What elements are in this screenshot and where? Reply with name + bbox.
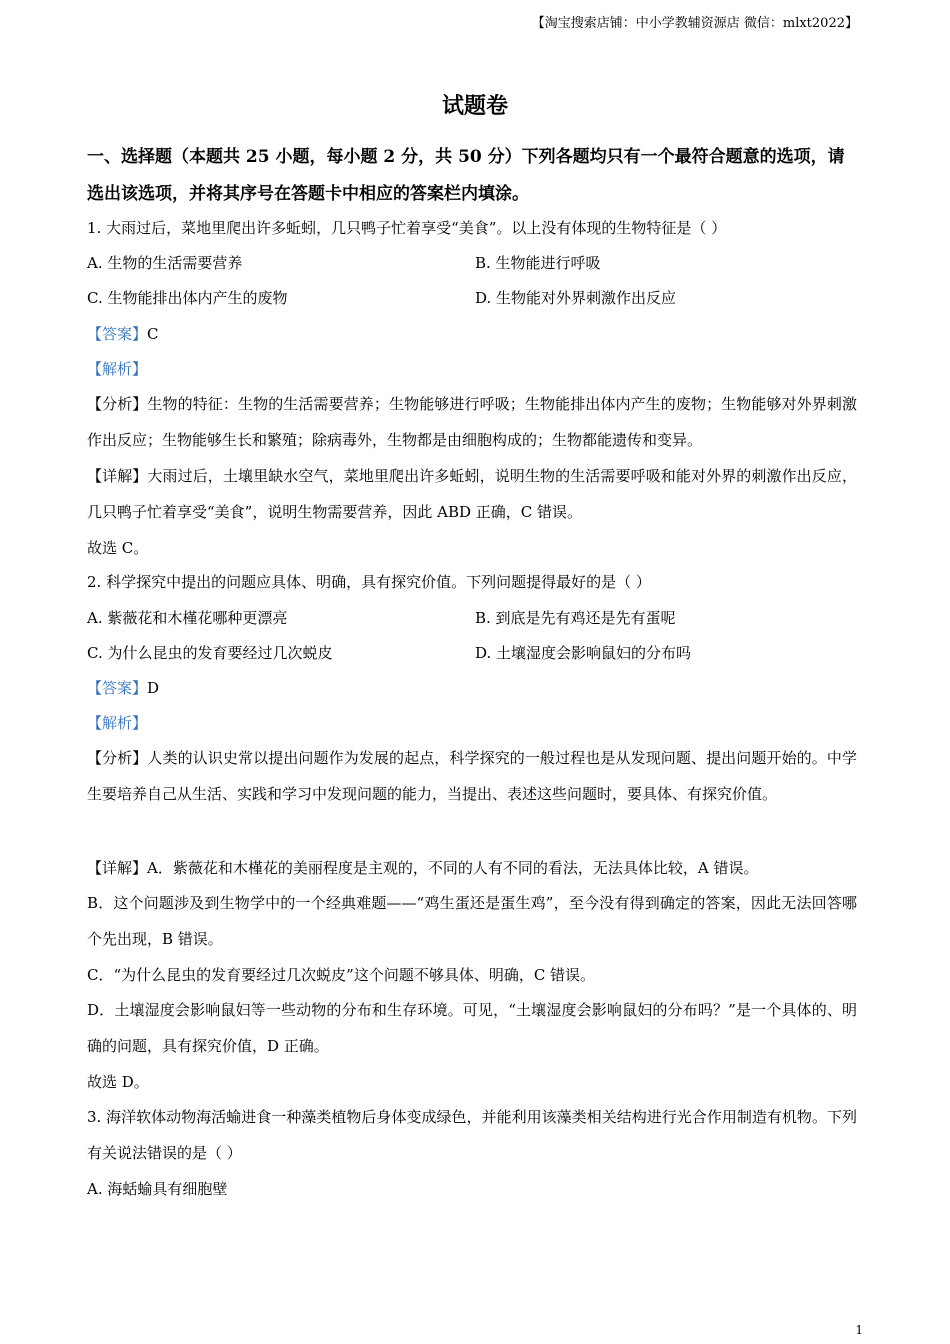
xiangjie-text: 大雨过后，土壤里缺水空气，菜地里爬出许多蚯蚓，说明生物的生活需要呼吸和能对外界的刺激作出反应，几只鸭子忙着享受“美食”，说明生物需要营养，因此 ABD 正确，C 错误。 [87, 467, 857, 521]
q2-option-b: B. 到底是先有鸡还是先有蛋呢 [475, 609, 676, 627]
q2-analysis-tag: 【解析】 [87, 714, 148, 732]
q2-fenxi [87, 740, 857, 812]
answer-value: D [147, 679, 160, 697]
q1-xiangjie [87, 458, 857, 530]
q2-option-a: A. 紫薇花和木槿花哪种更漂亮 [87, 609, 288, 627]
fenxi-text: 生物的特征：生物的生活需要营养；生物能够进行呼吸；生物能排出体内产生的废物；生物能够对外界刺激作出反应；生物能够生长和繁殖；除病毒外，生物都是由细胞构成的；生物都能遗传和变异。 [87, 395, 857, 449]
q1-conclusion: 故选 C。 [87, 539, 149, 557]
fenxi-tag: 【分析】 [87, 749, 148, 767]
q3-stem: 3. 海洋软体动物海活蝓进食一种藻类植物后身体变成绿色，并能利用该藻类相关结构进行光合作用制造有机物。下列有关说法错误的是（ ） [87, 1108, 857, 1162]
q2-xiangjie-d: D．土壤湿度会影响鼠妇等一些动物的分布和生存环境。可见，“土壤湿度会影响鼠妇的分布吗？”是一个具体的、明确的问题，具有探究价值，D 正确。 [87, 1001, 857, 1055]
q2-answer [87, 670, 862, 706]
q2-xiangjie-c: C．“为什么昆虫的发育要经过几次蜕皮”这个问题不够具体、明确，C 错误。 [87, 966, 596, 984]
answer-tag: 【答案】 [87, 325, 148, 343]
q2-conclusion: 故选 D。 [87, 1073, 149, 1091]
q2-option-c: C. 为什么昆虫的发育要经过几次蜕皮 [87, 644, 333, 662]
fenxi-text: 人类的认识史常以提出问题作为发展的起点，科学探究的一般过程也是从发现问题、提出问题开始的。中学生要培养自己从生活、实践和学习中发现问题的能力，当提出、表述这些问题时，要具体、有探究价值。 [87, 749, 857, 803]
page-title: 试题卷 [441, 93, 508, 119]
answer-value: C [147, 325, 159, 343]
q1-option-d: D. 生物能对外界刺激作出反应 [475, 289, 677, 307]
q1-option-c: C. 生物能排出体内产生的废物 [87, 289, 288, 307]
q2-xiangjie-a [87, 850, 862, 886]
q1-fenxi [87, 386, 857, 458]
q2-option-d: D. 土壤湿度会影响鼠妇的分布吗 [475, 644, 692, 662]
q1-option-b: B. 生物能进行呼吸 [475, 254, 601, 272]
q1-answer [87, 316, 862, 352]
fenxi-tag: 【分析】 [87, 395, 148, 413]
answer-tag: 【答案】 [87, 679, 148, 697]
section-heading: 一、选择题（本题共 25 小题，每小题 2 分，共 50 分）下列各题均只有一个最符合题意的选项，请选出该选项，并将其序号在答题卡中相应的答案栏内填涂。 [87, 147, 845, 204]
q1-option-a: A. 生物的生活需要营养 [87, 254, 243, 272]
xiangjie-tag: 【详解】 [87, 467, 148, 485]
header-shop-info: 【淘宝搜索店铺：中小学教辅资源店 微信：mlxt2022】 [531, 16, 858, 31]
q2-xiangjie-b: B．这个问题涉及到生物学中的一个经典难题——“鸡生蛋还是蛋生鸡”，至今没有得到确定的答案，因此无法回答哪个先出现，B 错误。 [87, 894, 857, 948]
xiangjie-text: A．紫薇花和木槿花的美丽程度是主观的，不同的人有不同的看法，无法具体比较，A 错误。 [147, 859, 759, 877]
q1-stem: 1. 大雨过后，菜地里爬出许多蚯蚓，几只鸭子忙着享受“美食”。以上没有体现的生物特征是（ ） [87, 219, 727, 237]
q2-stem: 2. 科学探究中提出的问题应具体、明确，具有探究价值。下列问题提得最好的是（ ） [87, 573, 651, 591]
q1-analysis-tag: 【解析】 [87, 360, 148, 378]
q3-option-a: A. 海蛞蝓具有细胞壁 [87, 1180, 228, 1198]
xiangjie-tag: 【详解】 [87, 859, 148, 877]
page-number: 1 [855, 1323, 863, 1337]
